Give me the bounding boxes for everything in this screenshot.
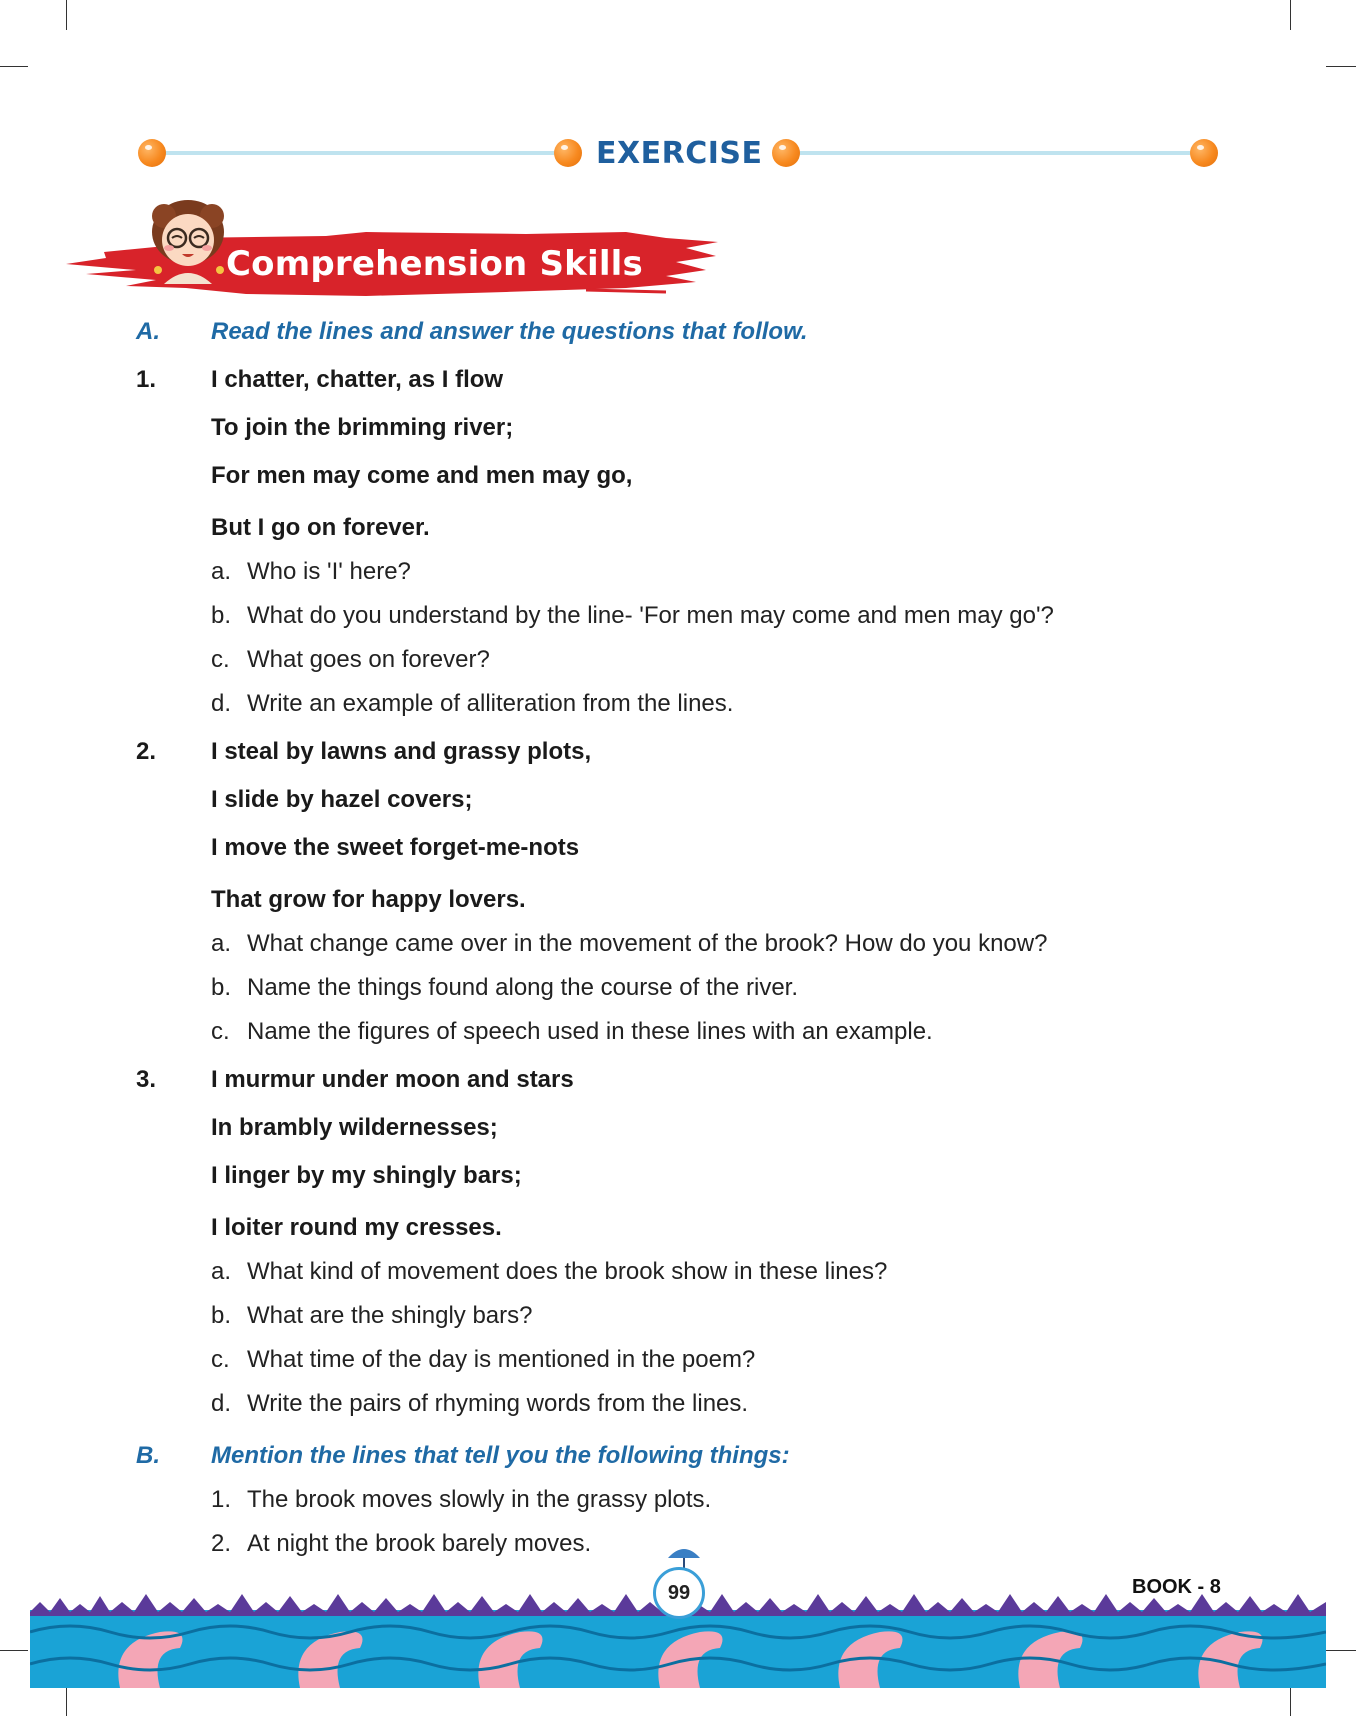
question-number: 2. (136, 738, 157, 765)
section-label: B. (136, 1442, 160, 1469)
sub-question-key: b. (211, 974, 232, 1001)
poem-line: In brambly wildernesses; (211, 1114, 498, 1141)
crop-mark (1326, 66, 1356, 67)
section-b-heading (0, 1442, 1356, 1482)
header-rule-left (160, 151, 560, 155)
crop-mark (66, 1686, 67, 1716)
poem-row (0, 1114, 1356, 1154)
sub-question-key: d. (211, 1390, 232, 1417)
poem-line: That grow for happy lovers. (211, 886, 526, 913)
poem-line: But I go on forever. (211, 514, 430, 541)
section-a-heading (0, 318, 1356, 358)
question-number: 1. (136, 366, 157, 393)
section-instruction: Mention the lines that tell you the following things: (211, 1442, 790, 1469)
sub-question-text: What goes on forever? (247, 646, 490, 673)
sub-question-text: What kind of movement does the brook show in these lines? (247, 1258, 888, 1285)
section-label: A. (136, 318, 160, 345)
poem-line: To join the brimming river; (211, 414, 514, 441)
sub-question (0, 646, 1356, 686)
sub-question-key: a. (211, 1258, 232, 1285)
list-item (0, 1486, 1356, 1526)
sub-question-text: What change came over in the movement of the brook? How do you know? (247, 930, 1048, 957)
sub-question (0, 974, 1356, 1014)
sub-question-text: What do you understand by the line- 'For men may come and men may go'? (247, 602, 1054, 629)
question-3-line (0, 1066, 1356, 1106)
sub-question (0, 1346, 1356, 1386)
sub-question-text: What time of the day is mentioned in the poem? (247, 1346, 756, 1373)
header-rule-right (798, 151, 1198, 155)
poem-row (0, 462, 1356, 502)
poem-row (0, 786, 1356, 826)
section-instruction: Read the lines and answer the questions that follow. (211, 318, 808, 345)
sub-question-key: d. (211, 690, 232, 717)
poem-line: I steal by lawns and grassy plots, (211, 738, 592, 765)
sub-question-text: Name the things found along the course of the river. (247, 974, 799, 1001)
sub-question-text: What are the shingly bars? (247, 1302, 533, 1329)
orange-dot-icon (772, 139, 800, 167)
crop-mark (66, 0, 67, 30)
list-item-text: At night the brook barely moves. (247, 1530, 592, 1557)
crop-mark (1290, 0, 1291, 30)
sub-question-key: c. (211, 1018, 230, 1045)
question-2-line (0, 738, 1356, 778)
poem-line: I chatter, chatter, as I flow (211, 366, 504, 393)
question-number: 3. (136, 1066, 157, 1093)
orange-dot-icon (1190, 139, 1218, 167)
question-1-line (0, 366, 1356, 406)
poem-row (0, 834, 1356, 874)
sub-question (0, 690, 1356, 730)
sub-question-key: c. (211, 1346, 230, 1373)
sub-question-text: Who is 'I' here? (247, 558, 411, 585)
poem-line: I move the sweet forget-me-nots (211, 834, 580, 861)
poem-row (0, 1214, 1356, 1254)
page-number: 99 (653, 1567, 705, 1619)
crop-mark (1326, 1650, 1356, 1651)
exercise-title: EXERCISE (596, 136, 763, 171)
sub-question-key: b. (211, 602, 232, 629)
sub-question (0, 558, 1356, 598)
sub-question (0, 1018, 1356, 1058)
sub-question-key: a. (211, 558, 232, 585)
list-item-text: The brook moves slowly in the grassy plots. (247, 1486, 712, 1513)
banner-title: Comprehension Skills (226, 244, 643, 284)
poem-row (0, 886, 1356, 926)
sub-question-key: c. (211, 646, 230, 673)
sub-question-text: Name the figures of speech used in these lines with an example. (247, 1018, 933, 1045)
sub-question-text: Write the pairs of rhyming words from the lines. (247, 1390, 749, 1417)
poem-line: I slide by hazel covers; (211, 786, 473, 813)
sub-question-key: b. (211, 1302, 232, 1329)
sub-question (0, 1302, 1356, 1342)
crop-mark (0, 1650, 28, 1651)
poem-row (0, 414, 1356, 454)
girl-avatar-icon (142, 196, 234, 284)
book-label: BOOK - 8 (1132, 1576, 1221, 1598)
list-item-key: 1. (211, 1486, 232, 1513)
poem-row (0, 514, 1356, 554)
crop-mark (0, 66, 28, 67)
poem-line: I linger by my shingly bars; (211, 1162, 522, 1189)
poem-line: For men may come and men may go, (211, 462, 633, 489)
sub-question-text: Write an example of alliteration from the lines. (247, 690, 734, 717)
list-item-key: 2. (211, 1530, 232, 1557)
sub-question (0, 1390, 1356, 1430)
orange-dot-icon (138, 139, 166, 167)
orange-dot-icon (554, 139, 582, 167)
crop-mark (1290, 1686, 1291, 1716)
sub-question (0, 930, 1356, 970)
sub-question-key: a. (211, 930, 232, 957)
sub-question (0, 1258, 1356, 1298)
poem-row (0, 1162, 1356, 1202)
sub-question (0, 602, 1356, 642)
poem-line: I loiter round my cresses. (211, 1214, 502, 1241)
poem-line: I murmur under moon and stars (211, 1066, 574, 1093)
umbrella-icon (664, 1544, 704, 1570)
